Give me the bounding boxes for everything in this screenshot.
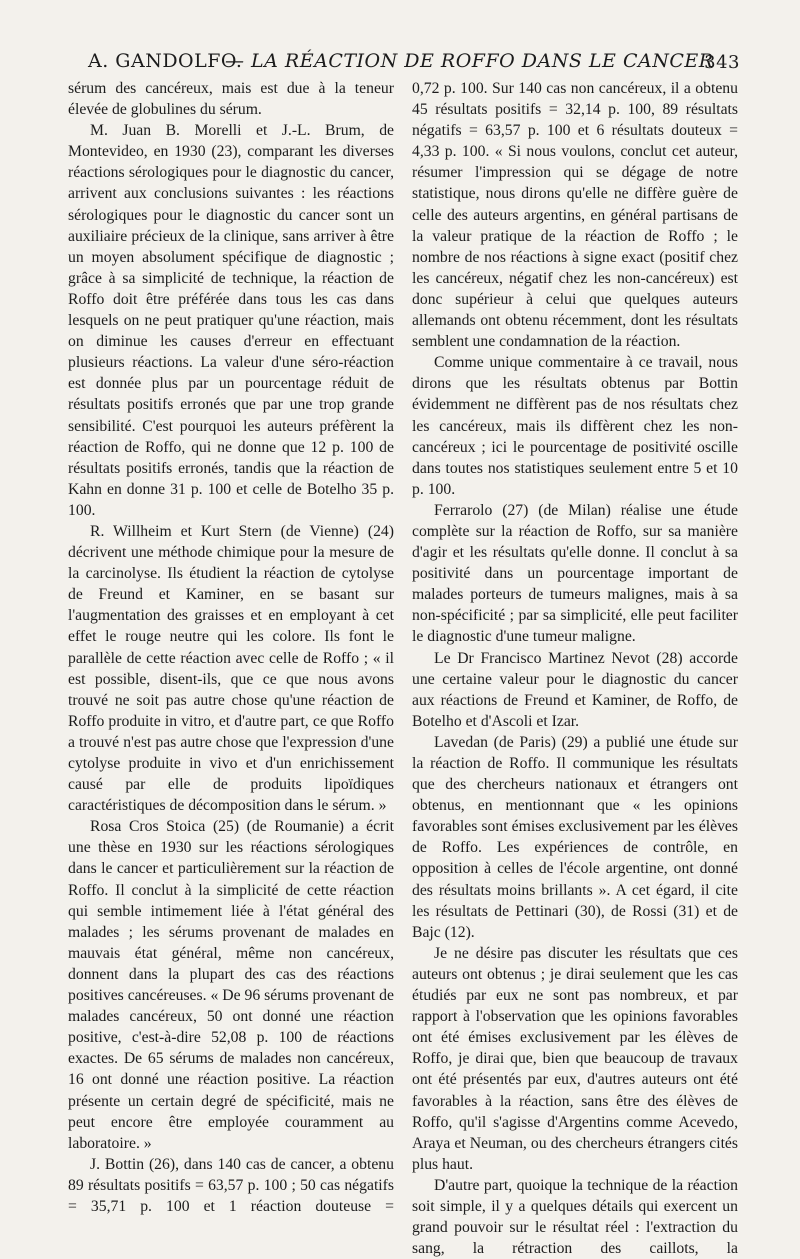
left-column — [68, 78, 394, 1217]
paragraph: Lavedan (de Paris) (29) a publié une étude sur la réaction de Roffo. Il communique les résultats que des chercheurs nationaux et étrangers ont obtenus, en mentionnant que « les opinions favorables sont émises exclusivement par les élèves de Roffo. Les expériences de contrôle, en opposition à celles de l'école argentine, ont donné des résultats moins brillants ». A cet égard, il cite les résultats de Pettinari (30), de Rossi (31) et de Bajc (12). — [412, 733, 738, 941]
paragraph: sérum des cancéreux, mais est due à la teneur élevée de globulines du sérum. — [68, 80, 394, 119]
paragraph: Comme unique commentaire à ce travail, nous dirons que les résultats obtenus par Bottin évidemment ne diffèrent pas de nos résultats chez les cancéreux, mais ils diffèrent chez les non-cancéreux ; ici le pourcentage de positivité oscille dans toutes nos statistiques seulement entre 5 et 10 p. 100. — [412, 354, 738, 498]
header-author: A. GANDOLFO. — [88, 50, 243, 72]
paragraph: M. Juan B. Morelli et J.-L. Brum, de Montevideo, en 1930 (23), comparant les diverses réactions sérologiques pour le diagnostic du cancer, arrivent aux conclusions suivantes : les réactions sérologiques pour le diagnostic du cancer sont un auxiliaire précieux de la clinique, sans arriver à être un moyen absolument spécifique de diagnostic ; grâce à sa simplicité de technique, la réaction de Roffo doit être préférée dans tous les cas dans lesquels on ne peut pratiquer qu'une réaction, mais on diminue les causes d'erreur en effectuant plusieurs réactions. La valeur d'une séro-réaction est donnée plus par un pourcentage réduit de résultats positifs erronés que par une trop grande sensibilité. C'est pourquoi les auteurs préfèrent la réaction de Roffo, qui ne donne que 12 p. 100 de résultats positifs erronés, tandis que la réaction de Kahn en donne 31 p. 100 et celle de Botelho 35 p. 100. — [68, 122, 394, 519]
paragraph: Ferrarolo (27) (de Milan) réalise une étude complète sur la réaction de Roffo, sur sa manière d'agir et les résultats qu'elle donne. Il conclut à sa positivité dans un pourcentage important de malades porteurs de tumeurs malignes, mais à sa non-spécificité ; par sa simplicité, elle peut faciliter le diagnostic d'une tumeur maligne. — [412, 501, 738, 646]
paragraph: D'autre part, quoique la technique de la réaction soit simple, il y a quelques détails qui exercent un grand pouvoir sur le résultat réel : l'extraction du sang, la rétraction des caillots, la — [412, 1176, 738, 1258]
paragraph: Le Dr Francisco Martinez Nevot (28) accorde une certaine valeur pour le diagnostic du cancer aux réactions de Freund et Kaminer, de Roffo, de Botelho et d'Ascoli et Izar. — [412, 649, 738, 730]
paragraph: J. Bottin (26), dans 140 cas de cancer, a obtenu 89 résultats positifs = 63,57 p. 100 ; 50 cas négatifs = 35,71 p. 100 et 1 réaction douteuse = — [68, 1155, 394, 1215]
header-title: — LA RÉACTION DE ROFFO DANS LE CANCER — [225, 50, 714, 72]
paragraph: Rosa Cros Stoica (25) (de Roumanie) a écrit une thèse en 1930 sur les réactions sérologiques dans le cancer et particulièrement sur la réaction de Roffo. Il conclut à la simplicité de cette réaction qui semble intimement liée à l'état général des malades ; les sérums provenant de malades en mauvais état général, même non cancéreux, donnent dans la plupart des cas des réactions positives cancéreuses. « De 96 sérums provenant de malades cancéreux, 50 ont donné une réaction positive, c'est-à-dire 52,08 p. 100 de réactions exactes. De 65 sérums de malades non cancéreux, 16 ont donné une réaction positive. La réaction présente un certain degré de spécificité, mais ne peut encore être employée couramment au laboratoire. » — [68, 818, 394, 1152]
paragraph: Je ne désire pas discuter les résultats que ces auteurs ont obtenus ; je dirai seulement que les cas étudiés par eux ne sont pas nombreux, et par rapport à l'observation que les opinions favorables ont été émises exclusivement par les élèves de Roffo, je dirai que, bien que beaucoup de travaux ont été présentés par eux, d'autres auteurs ont été favorables à la réaction, sans être des élèves de Roffo, qu'il s'agisse d'Argentins comme Acevedo, Araya et Neuman, ou des chercheurs étrangers cités plus haut. — [412, 944, 738, 1173]
running-header — [60, 50, 740, 76]
page-number: 343 — [704, 52, 740, 73]
right-column — [412, 78, 738, 1259]
paragraph: R. Willheim et Kurt Stern (de Vienne) (24) décrivent une méthode chimique pour la mesure de la carcinolyse. Ils étudient la réaction de cytolyse de Freund et Kaminer, en se basant sur l'augmentation des graisses et en employant à cet effet le rouge neutre qui les colore. Ils font le parallèle de cette réaction avec celle de Roffo ; « il est possible, disent-ils, que ce que nous avons trouvé ne soit pas autre chose qu'une réaction de Roffo produite in vitro, et d'autre part, ce que Roffo a trouvé n'est pas autre chose que l'expression d'une cytolyse produite in vivo et d'un enrichissement causé par elle de produits lipoïdiques caractéristiques de décomposition dans le sérum. » — [68, 522, 394, 815]
paragraph: 0,72 p. 100. Sur 140 cas non cancéreux, il a obtenu 45 résultats positifs = 32,14 p. 100, 89 résultats négatifs = 63,57 p. 100 et 6 résultats douteux = 4,33 p. 100. « Si nous voulons, conclut cet auteur, résumer l'impression qui se dégage de notre statistique, nous dirons qu'elle ne diffère guère de celle des auteurs argentins, en général partisans de la valeur pratique de la réaction de Roffo ; le nombre de nos réactions à signe exact (positif chez les cancéreux, négatif chez les non-cancéreux) est donc supérieur à celui que quelques auteurs allemands ont obtenu récemment, dont les résultats semblent une condamnation de la réaction. — [412, 80, 738, 351]
